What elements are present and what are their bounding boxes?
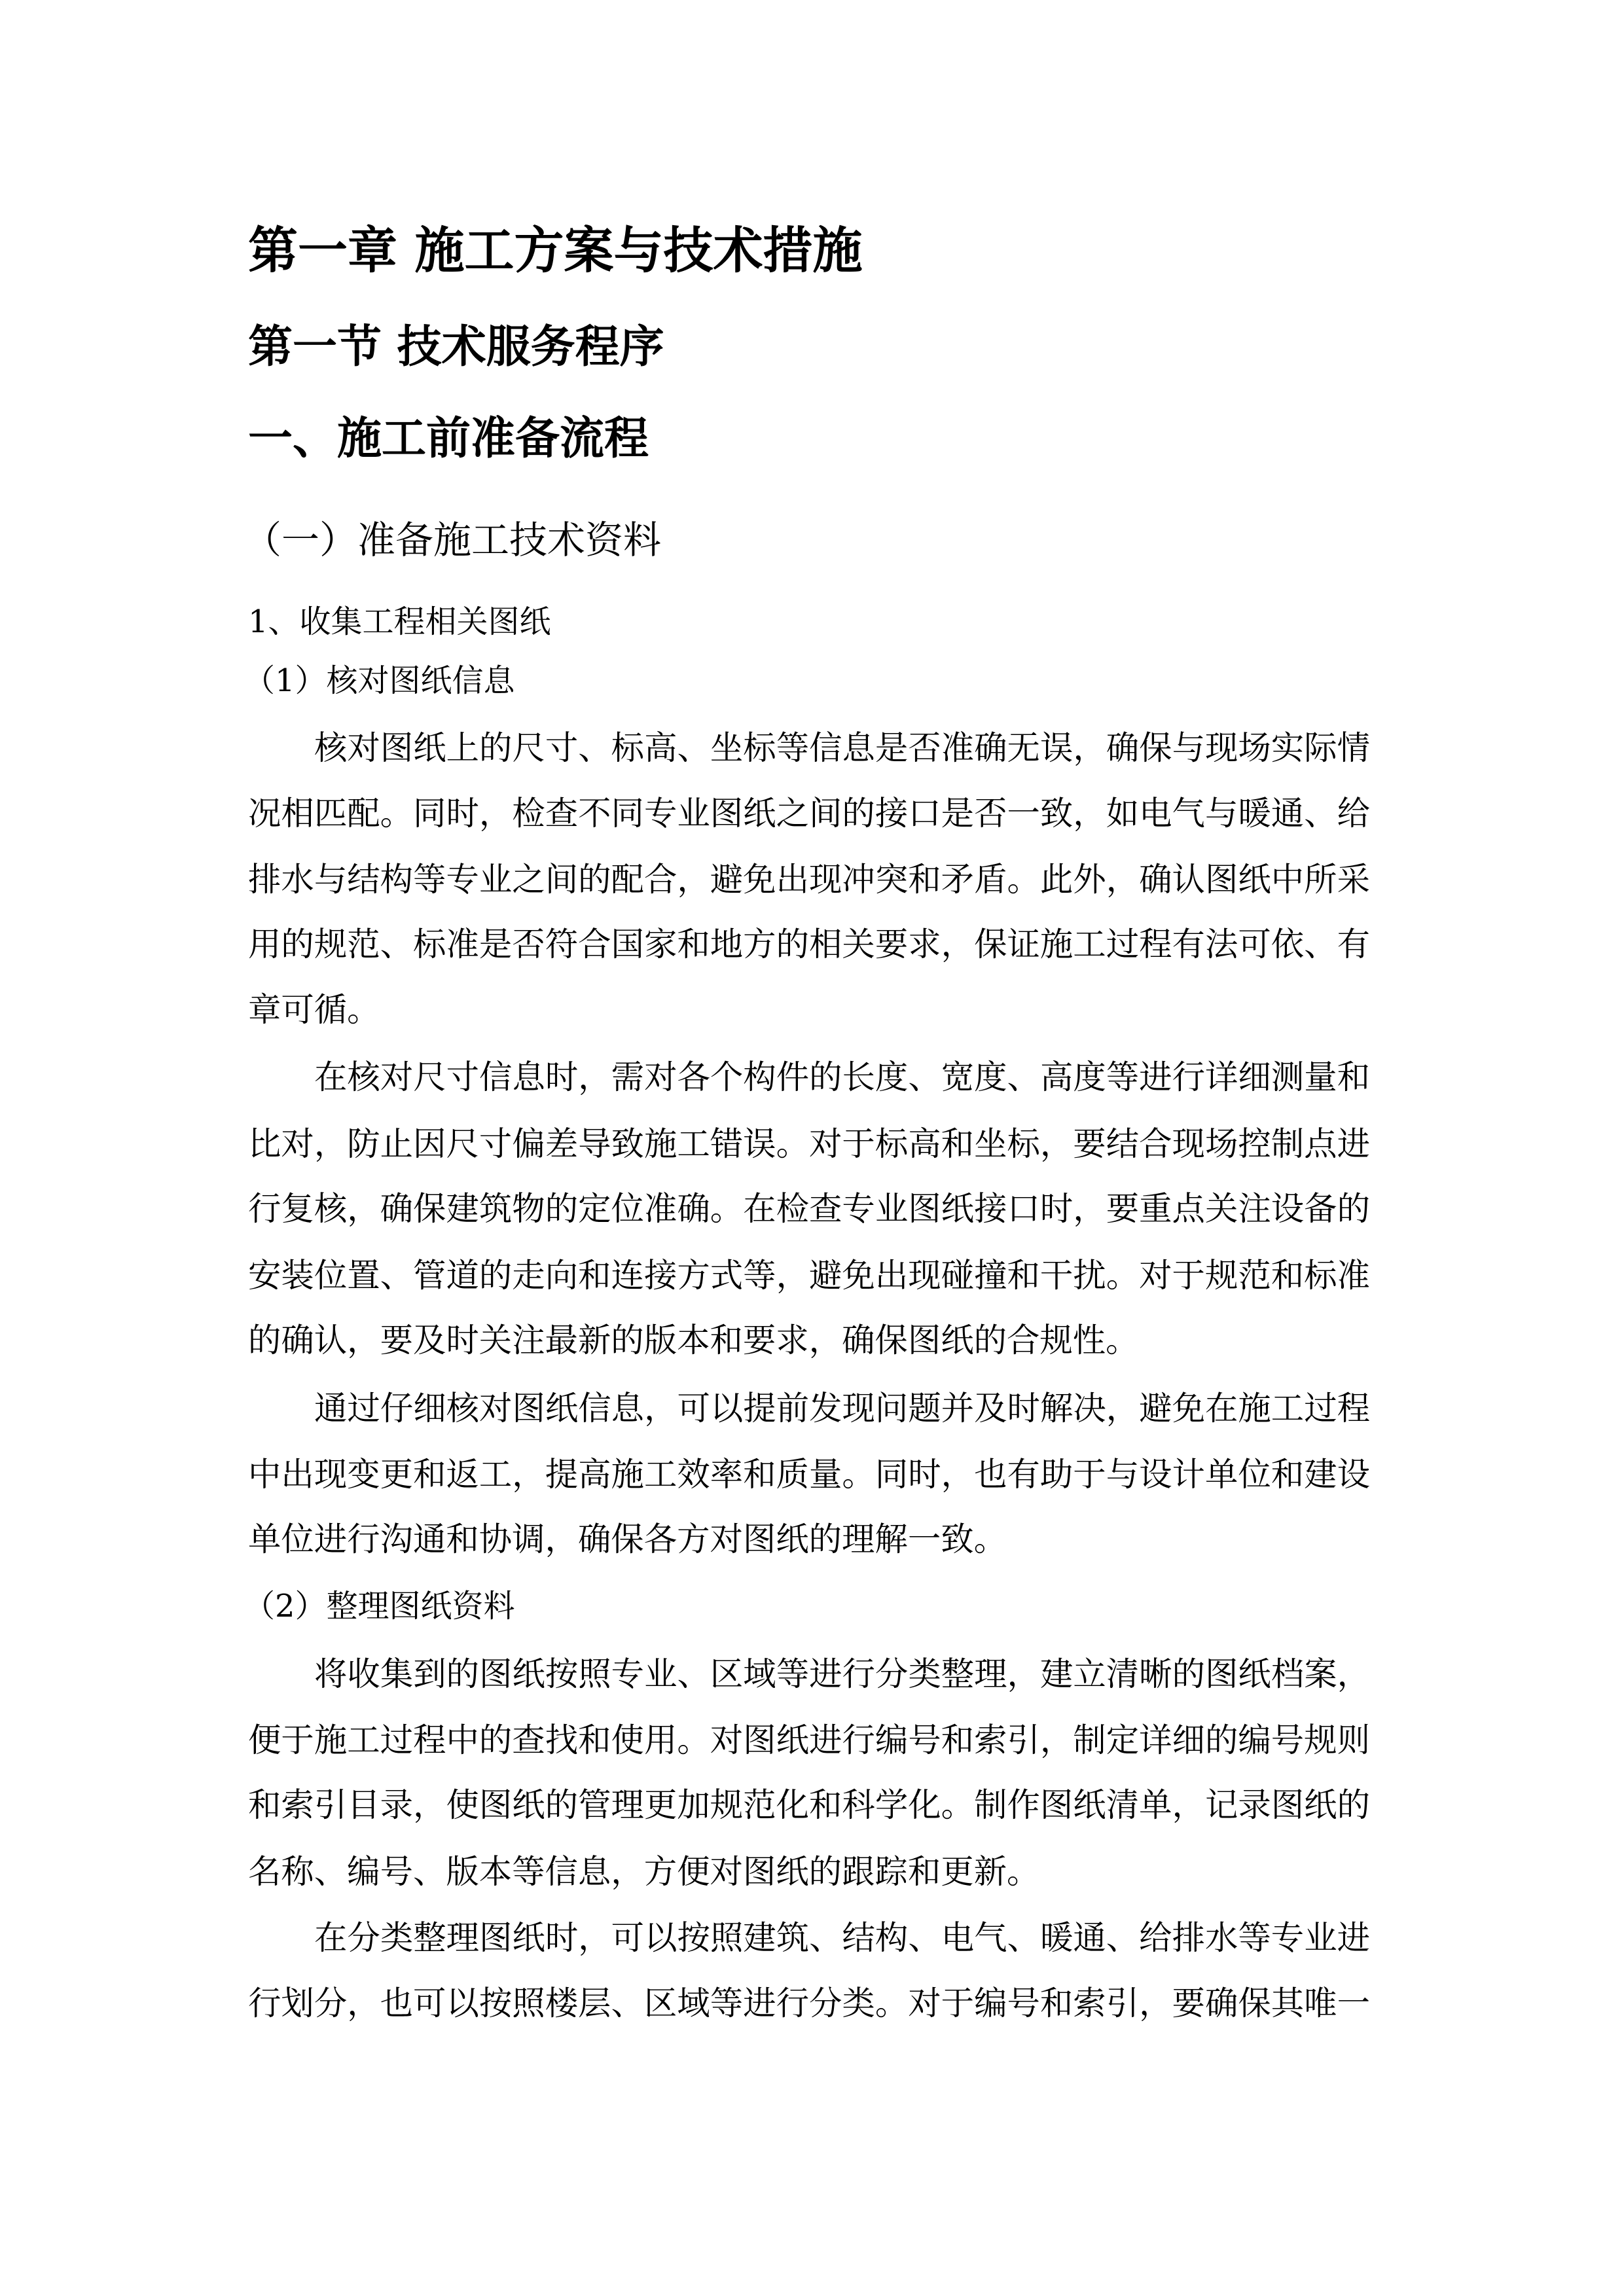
paragraph-line: 章可循。 bbox=[248, 990, 380, 1029]
paragraph-line: 便于施工过程中的查找和使用。对图纸进行编号和索引，制定详细的编号规则 bbox=[248, 1721, 1370, 1759]
paragraph-line: 单位进行沟通和协调，确保各方对图纸的理解一致。 bbox=[248, 1520, 1007, 1558]
section-title: 第一节 技术服务程序 bbox=[248, 321, 664, 373]
paragraph-line: 在分类整理图纸时，可以按照建筑、结构、电气、暖通、给排水等专业进 bbox=[314, 1918, 1370, 1957]
heading-level-3: 1、收集工程相关图纸 bbox=[248, 603, 551, 640]
paragraph-line: 名称、编号、版本等信息，方便对图纸的跟踪和更新。 bbox=[248, 1852, 1040, 1891]
subheading-organize-drawings: （2）整理图纸资料 bbox=[244, 1588, 515, 1624]
paragraph-line: 在核对尺寸信息时，需对各个构件的长度、宽度、高度等进行详细测量和 bbox=[314, 1058, 1370, 1096]
subheading-verify-drawings: （1）核对图纸信息 bbox=[244, 662, 515, 699]
heading-level-1: 一、施工前准备流程 bbox=[248, 412, 649, 465]
paragraph-line: 中出现变更和返工，提高施工效率和质量。同时，也有助于与设计单位和建设 bbox=[248, 1455, 1370, 1494]
paragraph-line: 核对图纸上的尺寸、标高、坐标等信息是否准确无误，确保与现场实际情 bbox=[314, 728, 1370, 767]
paragraph-line: 排水与结构等专业之间的配合，避免出现冲突和矛盾。此外，确认图纸中所采 bbox=[248, 860, 1370, 899]
paragraph-line: 和索引目录，使图纸的管理更加规范化和科学化。制作图纸清单，记录图纸的 bbox=[248, 1785, 1370, 1824]
paragraph-line: 用的规范、标准是否符合国家和地方的相关要求，保证施工过程有法可依、有 bbox=[248, 925, 1370, 963]
paragraph-line: 安装位置、管道的走向和连接方式等，避免出现碰撞和干扰。对于规范和标准 bbox=[248, 1256, 1370, 1295]
paragraph-line: 行复核，确保建筑物的定位准确。在检查专业图纸接口时，要重点关注设备的 bbox=[248, 1189, 1370, 1228]
paragraph-line: 将收集到的图纸按照专业、区域等进行分类整理，建立清晰的图纸档案， bbox=[314, 1655, 1370, 1693]
paragraph-line: 行划分，也可以按照楼层、区域等进行分类。对于编号和索引，要确保其唯一 bbox=[248, 1984, 1370, 2022]
paragraph-line: 况相匹配。同时，检查不同专业图纸之间的接口是否一致，如电气与暖通、给 bbox=[248, 794, 1370, 833]
paragraph-line: 比对，防止因尺寸偏差导致施工错误。对于标高和坐标，要结合现场控制点进 bbox=[248, 1124, 1370, 1163]
chapter-title: 第一章 施工方案与技术措施 bbox=[248, 221, 863, 279]
heading-level-2: （一）准备施工技术资料 bbox=[244, 518, 662, 562]
paragraph-line: 通过仔细核对图纸信息，可以提前发现问题并及时解决，避免在施工过程 bbox=[314, 1389, 1370, 1427]
paragraph-line: 的确认，要及时关注最新的版本和要求，确保图纸的合规性。 bbox=[248, 1321, 1139, 1359]
